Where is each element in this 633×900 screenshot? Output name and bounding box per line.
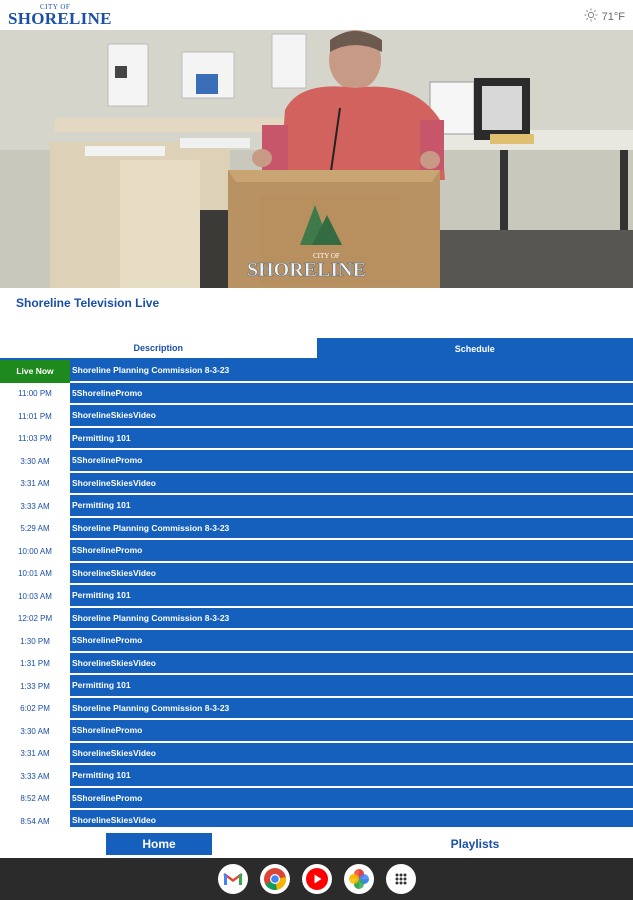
program-time: 8:52 AM bbox=[20, 794, 50, 804]
program-title: 5ShorelinePromo bbox=[70, 383, 633, 404]
program-title: 5ShorelinePromo bbox=[70, 630, 633, 651]
app-launcher-icon[interactable] bbox=[386, 864, 416, 894]
schedule-row[interactable] bbox=[0, 383, 633, 406]
podium-city-of-text: CITY OF bbox=[313, 252, 340, 260]
program-time: 11:01 PM bbox=[18, 411, 52, 421]
schedule-row[interactable] bbox=[0, 653, 633, 676]
video-player[interactable] bbox=[0, 30, 633, 288]
program-time: 1:31 PM bbox=[20, 659, 50, 669]
bottom-navigation bbox=[0, 830, 633, 858]
program-title: ShorelineSkiesVideo bbox=[70, 743, 633, 764]
program-time: 6:02 PM bbox=[20, 704, 50, 714]
program-title: ShorelineSkiesVideo bbox=[70, 810, 633, 827]
youtube-icon[interactable] bbox=[302, 864, 332, 894]
program-time: 5:29 AM bbox=[20, 524, 50, 534]
logo-city-of-text: CITY OF bbox=[40, 3, 71, 11]
sun-icon bbox=[584, 8, 598, 25]
program-time: 3:31 AM bbox=[20, 749, 50, 759]
schedule-row[interactable] bbox=[0, 428, 633, 451]
city-logo[interactable] bbox=[8, 3, 118, 27]
schedule-row[interactable] bbox=[0, 675, 633, 698]
app-header bbox=[0, 0, 633, 30]
video-frame bbox=[0, 30, 633, 288]
program-title: ShorelineSkiesVideo bbox=[70, 563, 633, 584]
weather-widget bbox=[584, 8, 625, 25]
program-title: ShorelineSkiesVideo bbox=[70, 473, 633, 494]
playlists-button[interactable]: Playlists bbox=[450, 837, 500, 851]
program-title: Permitting 101 bbox=[70, 495, 633, 516]
program-title: 5ShorelinePromo bbox=[70, 720, 633, 741]
schedule-row[interactable] bbox=[0, 360, 633, 383]
schedule-row[interactable] bbox=[0, 810, 633, 827]
logo-shoreline-text: SHORELINE bbox=[8, 9, 112, 28]
program-time: 10:01 AM bbox=[18, 569, 52, 579]
program-title: Permitting 101 bbox=[70, 428, 633, 449]
program-title: Shoreline Planning Commission 8-3-23 bbox=[70, 360, 633, 381]
program-time: 1:33 PM bbox=[20, 681, 50, 691]
program-title: ShorelineSkiesVideo bbox=[70, 653, 633, 674]
schedule-row[interactable] bbox=[0, 608, 633, 631]
program-time: 1:30 PM bbox=[20, 636, 50, 646]
program-title: Shoreline Planning Commission 8-3-23 bbox=[70, 698, 633, 719]
program-title: Permitting 101 bbox=[70, 765, 633, 786]
schedule-row[interactable] bbox=[0, 518, 633, 541]
program-time: 10:03 AM bbox=[18, 591, 52, 601]
schedule-list[interactable] bbox=[0, 360, 633, 827]
schedule-row[interactable] bbox=[0, 765, 633, 788]
program-title: Shoreline Planning Commission 8-3-23 bbox=[70, 608, 633, 629]
tab-schedule[interactable]: Schedule bbox=[317, 338, 633, 360]
program-time: 12:02 PM bbox=[17, 614, 53, 624]
system-dock bbox=[0, 858, 633, 900]
schedule-row[interactable] bbox=[0, 698, 633, 721]
chrome-icon[interactable] bbox=[260, 864, 290, 894]
temperature-text: 71°F bbox=[601, 10, 625, 23]
schedule-row[interactable] bbox=[0, 495, 633, 518]
program-time: 3:30 AM bbox=[20, 456, 50, 466]
program-title: Shoreline Planning Commission 8-3-23 bbox=[70, 518, 633, 539]
schedule-row[interactable] bbox=[0, 540, 633, 563]
program-title: ShorelineSkiesVideo bbox=[70, 405, 633, 426]
podium-shoreline-text: SHORELINE bbox=[247, 259, 366, 281]
channel-title: Shoreline Television Live bbox=[16, 296, 160, 310]
content-tabs bbox=[0, 338, 633, 360]
program-title: 5ShorelinePromo bbox=[70, 788, 633, 809]
program-time: 3:31 AM bbox=[20, 479, 50, 489]
schedule-row[interactable] bbox=[0, 585, 633, 608]
schedule-row[interactable] bbox=[0, 473, 633, 496]
program-time: 10:00 AM bbox=[18, 546, 52, 556]
schedule-row[interactable] bbox=[0, 720, 633, 743]
schedule-row[interactable] bbox=[0, 563, 633, 586]
program-title: Permitting 101 bbox=[70, 585, 633, 606]
program-time: 3:30 AM bbox=[20, 726, 50, 736]
program-time: 11:03 PM bbox=[18, 434, 52, 444]
photos-icon[interactable] bbox=[344, 864, 374, 894]
program-title: 5ShorelinePromo bbox=[70, 450, 633, 471]
schedule-row[interactable] bbox=[0, 788, 633, 811]
live-now-badge: Live Now bbox=[0, 360, 70, 383]
schedule-row[interactable] bbox=[0, 450, 633, 473]
schedule-row[interactable] bbox=[0, 630, 633, 653]
program-time: 3:33 AM bbox=[20, 501, 50, 511]
program-title: 5ShorelinePromo bbox=[70, 540, 633, 561]
program-time: 8:54 AM bbox=[20, 816, 50, 826]
schedule-row[interactable] bbox=[0, 743, 633, 766]
program-time: 11:00 PM bbox=[18, 389, 52, 399]
program-title: Permitting 101 bbox=[70, 675, 633, 696]
home-button[interactable]: Home bbox=[106, 833, 212, 855]
tab-description[interactable]: Description bbox=[0, 338, 317, 360]
gmail-icon[interactable] bbox=[218, 864, 248, 894]
program-time: 3:33 AM bbox=[20, 771, 50, 781]
schedule-row[interactable] bbox=[0, 405, 633, 428]
